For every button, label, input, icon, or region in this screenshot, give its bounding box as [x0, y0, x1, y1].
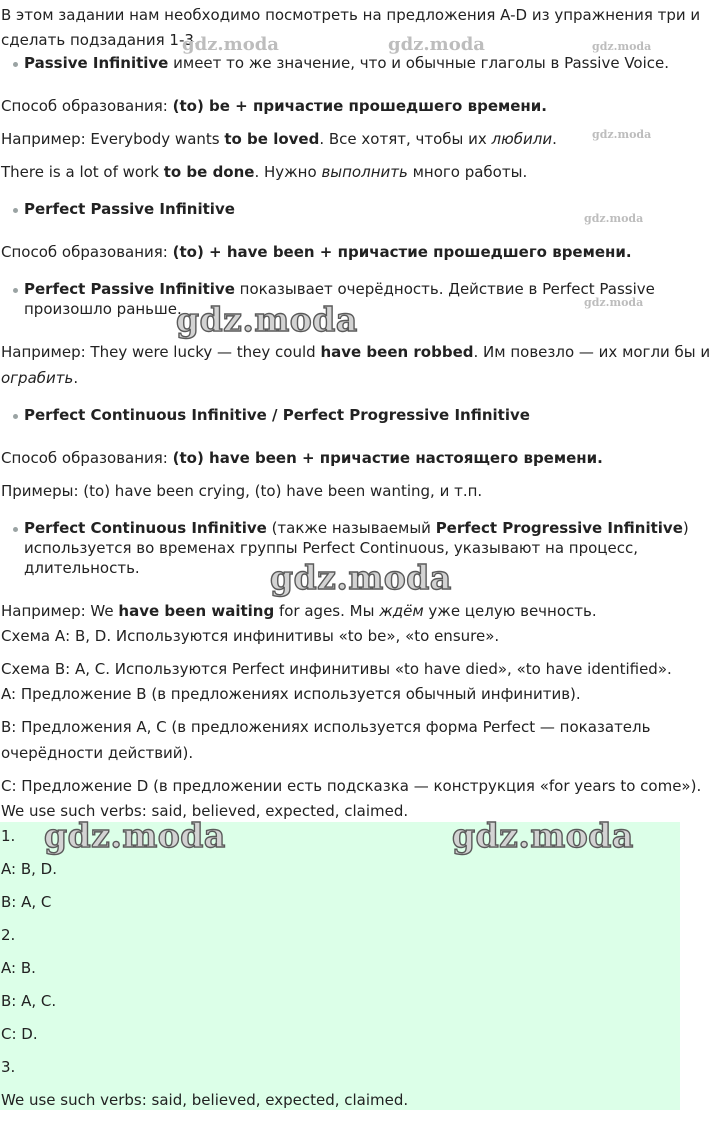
answer-a-explanation: A: Предложение В (в предложениях используется обычный инфинитив).: [1, 685, 581, 703]
passive-inf-example-1: Например: Everybody wants to be loved. Все хотят, чтобы их любили.: [1, 130, 557, 148]
scheme-a: Схема А: B, D. Используются инфинитивы «to be», «to ensure».: [1, 627, 500, 645]
watermark: gdz.moda: [592, 40, 652, 53]
watermark: gdz.moda: [176, 300, 358, 339]
perfect-cont-examples: Примеры: (to) have been crying, (to) have been wanting, и т.п.: [1, 482, 483, 500]
perfect-cont-example: Например: We have been waiting for ages. Мы ждём уже целую вечность.: [1, 602, 597, 620]
bullet-dot: [13, 208, 18, 213]
perfect-passive-bullet-2-line-2: произошло раньше.: [24, 300, 182, 318]
answer-2-b: B: A, C.: [1, 992, 57, 1010]
answer-c-explanation: C: Предложение D (в предложении есть подсказка — конструкция «for years to come»).: [1, 777, 702, 795]
perfect-passive-example-line-2: ограбить.: [1, 369, 79, 387]
perfect-passive-bullet: Perfect Passive Infinitive: [24, 200, 235, 218]
answer-2-a: A: B.: [1, 959, 36, 977]
bullet-dot: [13, 414, 18, 419]
answer-b-explanation: B: Предложения А, С (в предложениях используется форма Perfect — показатель: [1, 718, 651, 736]
perfect-passive-bullet-2: Perfect Passive Infinitive показывает очерёдность. Действие в Perfect Passive: [24, 280, 655, 298]
answer-number-1: 1.: [1, 827, 16, 845]
perfect-passive-example: Например: They were lucky — they could have been robbed. Им повезло — их могли бы и: [1, 343, 710, 361]
watermark: gdz.moda: [44, 816, 226, 855]
answer-number-2: 2.: [1, 926, 16, 944]
intro-line-2: сделать подзадания 1-3.: [1, 31, 199, 49]
perfect-cont-formation: Способ образования: (to) have been + причастие настоящего времени.: [1, 449, 603, 467]
answer-1-a: A: B, D.: [1, 860, 57, 878]
bullet-dot: [13, 288, 18, 293]
watermark: gdz.moda: [388, 34, 485, 55]
verbs-note: We use such verbs: said, believed, expected, claimed.: [1, 802, 409, 820]
watermark: gdz.moda: [270, 558, 452, 597]
answer-block: [0, 822, 680, 1110]
watermark: gdz.moda: [182, 34, 279, 55]
perfect-cont-bullet-2: Perfect Continuous Infinitive (также называемый Perfect Progressive Infinitive): [24, 519, 689, 537]
perfect-cont-bullet-2-line-3: длительность.: [24, 559, 140, 577]
watermark: gdz.moda: [584, 296, 644, 309]
intro-line-1: В этом задании нам необходимо посмотреть на предложения A-D из упражнения три и: [1, 6, 701, 24]
scheme-b: Схема B: A, C. Используются Perfect инфинитивы «to have died», «to have identified».: [1, 660, 672, 678]
answer-2-c: C: D.: [1, 1025, 38, 1043]
watermark: gdz.moda: [452, 816, 634, 855]
answer-3-verbs: We use such verbs: said, believed, expected, claimed.: [1, 1091, 409, 1109]
answer-b-explanation-line-2: очерёдности действий).: [1, 744, 194, 762]
watermark: gdz.moda: [592, 128, 652, 141]
watermark: gdz.moda: [584, 212, 644, 225]
answer-number-3: 3.: [1, 1058, 16, 1076]
perfect-passive-formation: Способ образования: (to) + have been + причастие прошедшего времени.: [1, 243, 632, 261]
perfect-cont-bullet: Perfect Continuous Infinitive / Perfect Progressive Infinitive: [24, 406, 530, 424]
answer-1-b: B: A, C: [1, 893, 52, 911]
passive-inf-example-2: There is a lot of work to be done. Нужно выполнить много работы.: [1, 163, 528, 181]
bullet-dot: [13, 527, 18, 532]
passive-inf-bullet: Passive Infinitive имеет то же значение, что и обычные глаголы в Passive Voice.: [24, 54, 670, 72]
passive-inf-formation: Способ образования: (to) be + причастие прошедшего времени.: [1, 97, 547, 115]
bullet-dot: [13, 62, 18, 67]
perfect-cont-bullet-2-line-2: используется во временах группы Perfect Continuous, указывают на процесс,: [24, 539, 638, 557]
